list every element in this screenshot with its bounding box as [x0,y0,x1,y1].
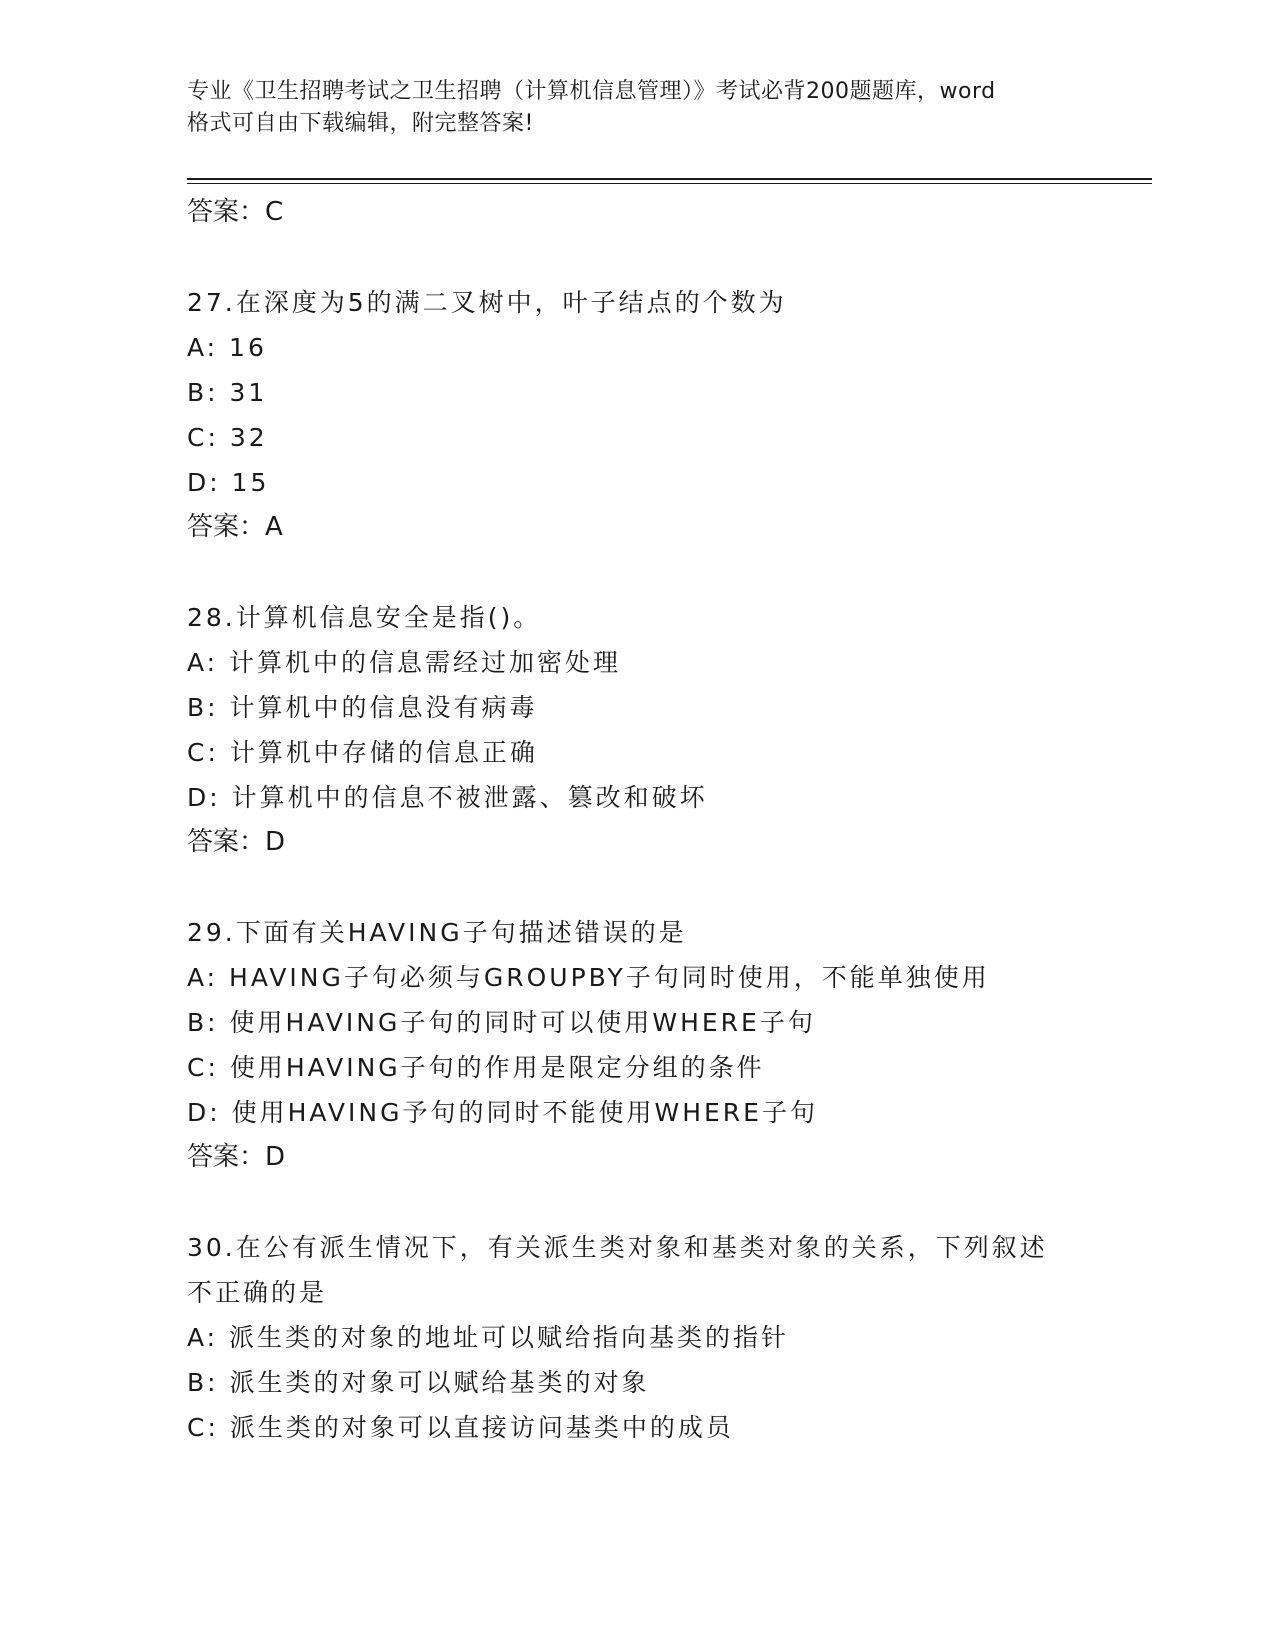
option-b: B: 31 [187,378,268,407]
spacer [187,865,1107,910]
option-c: C: 使用HAVING子句的作用是限定分组的条件 [187,1053,765,1082]
option-b: B: 使用HAVING子句的同时可以使用WHERE子句 [187,1008,816,1037]
question-stem-line-2: 不正确的是 [187,1278,328,1307]
option-d: D: 使用HAVING予句的同时不能使用WHERE子句 [187,1098,818,1127]
question-30 [187,1225,1107,1450]
question-list [187,190,1107,1450]
option-a: A: 派生类的对象的地址可以赋给指向基类的指针 [187,1323,790,1352]
option-c: C: 计算机中存储的信息正确 [187,738,538,767]
option-b: B: 计算机中的信息没有病毒 [187,693,538,722]
question-stem: 27.在深度为5的满二叉树中，叶子结点的个数为 [187,288,787,317]
option-a: A: 16 [187,333,267,362]
answer-label: 答案：C [187,197,284,227]
spacer [187,1180,1107,1225]
spacer [187,550,1107,595]
option-c: C: 派生类的对象可以直接访问基类中的成员 [187,1413,734,1442]
header-line-1: 专业《卫生招聘考试之卫生招聘（计算机信息管理）》考试必背200题题库，word [187,79,996,104]
option-c: C: 32 [187,423,268,452]
option-a: A: 计算机中的信息需经过加密处理 [187,648,622,677]
header-line-2: 格式可自由下载编辑，附完整答案! [187,111,534,136]
spacer [187,235,1107,280]
document-header [187,76,1087,140]
option-b: B: 派生类的对象可以赋给基类的对象 [187,1368,650,1397]
question-stem: 29.下面有关HAVING子句描述错误的是 [187,918,687,947]
question-27 [187,280,1107,550]
question-28 [187,595,1107,865]
answer-label: 答案：D [187,1142,286,1172]
option-a: A: HAVING子句必须与GROUPBY子句同时使用，不能单独使用 [187,963,990,992]
answer-label: 答案：D [187,827,286,857]
option-d: D: 计算机中的信息不被泄露、篡改和破坏 [187,783,708,812]
header-rule-thin [187,183,1152,184]
question-stem: 28.计算机信息安全是指()。 [187,603,542,632]
question-stem-line-1: 30.在公有派生情况下，有关派生类对象和基类对象的关系，下列叙述 [187,1233,1048,1262]
answer-label: 答案：A [187,512,283,542]
option-d: D: 15 [187,468,270,497]
header-rule-thick [187,178,1152,180]
question-29 [187,910,1107,1180]
